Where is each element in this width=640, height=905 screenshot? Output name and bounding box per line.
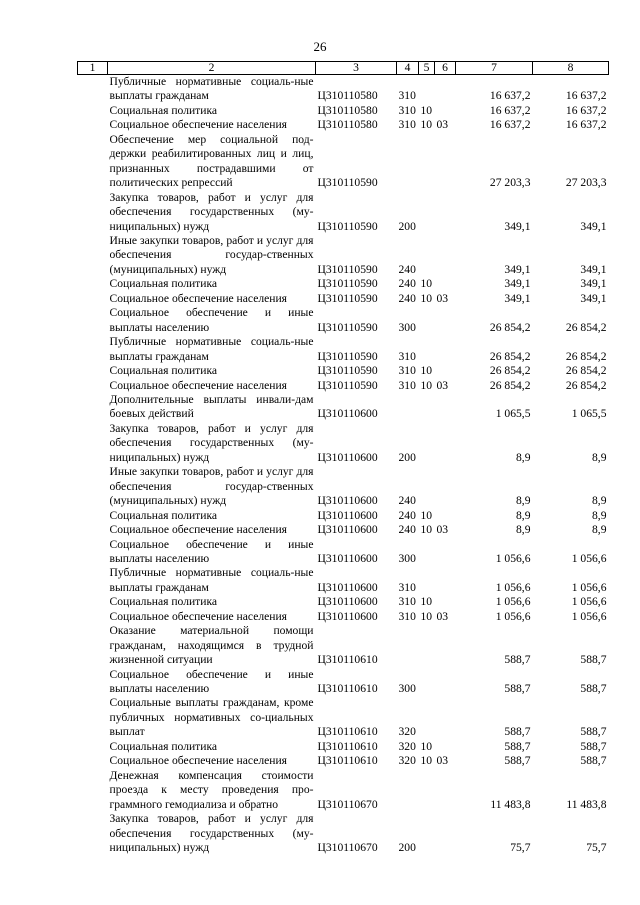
row-amount-col8: 11 483,8 xyxy=(566,797,607,811)
column-header-4: 4 xyxy=(397,62,419,75)
row-name: Социальная политика xyxy=(109,739,218,753)
table-row xyxy=(78,306,609,335)
row-expense-type: 310 xyxy=(398,349,416,363)
row-target-code: Ц310110590 xyxy=(317,291,378,305)
row-subsection: 03 xyxy=(436,291,449,305)
row-target-code: Ц310110600 xyxy=(317,609,378,623)
cell-col1 xyxy=(78,292,108,306)
cell-col1 xyxy=(78,595,108,609)
cell-col1 xyxy=(78,75,108,104)
row-section: 10 xyxy=(420,118,433,132)
table-row xyxy=(78,538,609,567)
row-section: 10 xyxy=(420,103,433,117)
row-section: 10 xyxy=(420,364,433,378)
row-subsection: 03 xyxy=(436,523,449,537)
row-amount-col7: 349,1 xyxy=(504,219,531,233)
row-subsection xyxy=(435,696,456,739)
row-amount-col8: 1 056,6 xyxy=(571,609,607,623)
row-name: Оказание материальной помощи гражданам, находящимся в трудной жизненной ситуации xyxy=(109,624,314,667)
row-amount-col7: 8,9 xyxy=(516,494,531,508)
row-target-code: Ц310110580 xyxy=(317,118,378,132)
row-subsection xyxy=(435,566,456,595)
row-subsection xyxy=(435,422,456,465)
table-row xyxy=(78,668,609,697)
row-expense-type: 310 xyxy=(398,103,416,117)
row-amount-col8: 8,9 xyxy=(592,494,607,508)
row-amount-col7: 588,7 xyxy=(504,739,531,753)
row-subsection xyxy=(435,104,456,118)
row-name: Социальное обеспечение населения xyxy=(109,523,288,537)
row-subsection xyxy=(435,277,456,291)
row-amount-col8: 1 056,6 xyxy=(571,580,607,594)
row-subsection xyxy=(435,465,456,508)
table-row xyxy=(78,234,609,277)
row-expense-type: 240 xyxy=(398,494,416,508)
table-row xyxy=(78,379,609,393)
cell-col1 xyxy=(78,610,108,624)
row-section xyxy=(419,538,435,567)
row-name: Социальное обеспечение населения xyxy=(109,609,288,623)
row-subsection xyxy=(435,812,456,855)
row-subsection xyxy=(435,740,456,754)
row-amount-col8: 27 203,3 xyxy=(565,176,607,190)
cell-col1 xyxy=(78,523,108,537)
table-row xyxy=(78,393,609,422)
row-expense-type xyxy=(397,133,419,191)
row-expense-type xyxy=(397,769,419,812)
row-amount-col8: 349,1 xyxy=(580,277,607,291)
row-subsection xyxy=(435,133,456,191)
row-amount-col7: 8,9 xyxy=(516,508,531,522)
table-row xyxy=(78,740,609,754)
row-target-code: Ц310110610 xyxy=(317,725,378,739)
row-expense-type: 300 xyxy=(398,682,416,696)
row-amount-col8: 588,7 xyxy=(580,739,607,753)
row-amount-col8: 8,9 xyxy=(592,450,607,464)
row-section: 10 xyxy=(420,508,433,522)
row-name: Закупка товаров, работ и услуг для обеспечения государственных (му-ниципальных) нужд xyxy=(109,812,314,855)
cell-col1 xyxy=(78,277,108,291)
row-section xyxy=(419,75,435,104)
column-header-5: 5 xyxy=(419,62,435,75)
row-name: Закупка товаров, работ и услуг для обеспечения государственных (му-ниципальных) нужд xyxy=(109,190,314,233)
row-expense-type: 300 xyxy=(398,551,416,565)
row-expense-type: 200 xyxy=(398,841,416,855)
row-amount-col7: 26 854,2 xyxy=(489,320,531,334)
row-amount-col7: 1 056,6 xyxy=(495,551,531,565)
row-amount-col8: 8,9 xyxy=(592,523,607,537)
row-amount-col7: 26 854,2 xyxy=(489,349,531,363)
row-expense-type: 310 xyxy=(398,595,416,609)
row-subsection xyxy=(435,335,456,364)
row-amount-col8: 16 637,2 xyxy=(565,89,607,103)
row-subsection: 03 xyxy=(436,118,449,132)
table-row xyxy=(78,277,609,291)
row-amount-col7: 588,7 xyxy=(504,725,531,739)
table-row xyxy=(78,422,609,465)
row-expense-type: 200 xyxy=(398,219,416,233)
row-amount-col7: 8,9 xyxy=(516,450,531,464)
row-amount-col8: 26 854,2 xyxy=(565,364,607,378)
row-subsection xyxy=(435,234,456,277)
table-row xyxy=(78,624,609,667)
row-amount-col7: 1 065,5 xyxy=(495,407,531,421)
table-row xyxy=(78,118,609,132)
row-subsection: 03 xyxy=(436,378,449,392)
row-expense-type: 240 xyxy=(398,523,416,537)
row-expense-type: 300 xyxy=(398,320,416,334)
row-section xyxy=(419,133,435,191)
row-subsection xyxy=(435,509,456,523)
row-amount-col7: 1 056,6 xyxy=(495,580,531,594)
table-row xyxy=(78,566,609,595)
row-amount-col8: 588,7 xyxy=(580,754,607,768)
row-target-code: Ц310110670 xyxy=(317,841,378,855)
row-expense-type: 320 xyxy=(398,754,416,768)
row-name: Публичные нормативные социаль-ные выплаты гражданам xyxy=(109,75,314,103)
row-amount-col8: 349,1 xyxy=(580,219,607,233)
row-amount-col8: 26 854,2 xyxy=(565,349,607,363)
table-row xyxy=(78,509,609,523)
row-name: Социальное обеспечение населения xyxy=(109,754,288,768)
row-section xyxy=(419,812,435,855)
row-name: Публичные нормативные социаль-ные выплаты гражданам xyxy=(109,566,314,594)
row-target-code: Ц310110580 xyxy=(317,89,378,103)
row-expense-type xyxy=(397,624,419,667)
row-amount-col7: 349,1 xyxy=(504,277,531,291)
table-row xyxy=(78,364,609,378)
row-target-code: Ц310110590 xyxy=(317,378,378,392)
row-amount-col7: 1 056,6 xyxy=(495,609,531,623)
table-row xyxy=(78,292,609,306)
row-name: Социальные выплаты гражданам, кроме публичных нормативных со-циальных выплат xyxy=(109,696,314,739)
row-subsection xyxy=(435,191,456,234)
row-name: Социальное обеспечение и иные выплаты населению xyxy=(109,306,314,334)
row-amount-col8: 588,7 xyxy=(580,682,607,696)
table-header xyxy=(78,62,609,75)
row-target-code: Ц310110610 xyxy=(317,754,378,768)
cell-col1 xyxy=(78,133,108,191)
row-amount-col7: 349,1 xyxy=(504,291,531,305)
row-name: Обеспечение мер социальной под-держки реабилитированных лиц и лиц, признанных пострадавшими от политических репрессий xyxy=(109,132,314,190)
cell-col1 xyxy=(78,740,108,754)
row-section: 10 xyxy=(420,523,433,537)
row-subsection: 03 xyxy=(436,609,449,623)
row-expense-type: 310 xyxy=(398,118,416,132)
row-name: Иные закупки товаров, работ и услуг для обеспечения государ-ственных (муниципальных) нужд xyxy=(109,465,314,508)
table-row xyxy=(78,335,609,364)
row-subsection xyxy=(435,668,456,697)
row-amount-col8: 588,7 xyxy=(580,725,607,739)
row-amount-col8: 16 637,2 xyxy=(565,118,607,132)
cell-col1 xyxy=(78,566,108,595)
table-row xyxy=(78,104,609,118)
table-row xyxy=(78,523,609,537)
row-target-code: Ц310110600 xyxy=(317,407,378,421)
row-amount-col7: 1 056,6 xyxy=(495,595,531,609)
row-name: Социальная политика xyxy=(109,595,218,609)
row-amount-col8: 1 065,5 xyxy=(571,407,607,421)
row-target-code: Ц310110600 xyxy=(317,494,378,508)
row-target-code: Ц310110590 xyxy=(317,176,378,190)
row-target-code: Ц310110590 xyxy=(317,320,378,334)
row-expense-type: 310 xyxy=(398,580,416,594)
row-amount-col7: 27 203,3 xyxy=(489,176,531,190)
row-section xyxy=(419,191,435,234)
row-section xyxy=(419,696,435,739)
row-amount-col8: 8,9 xyxy=(592,508,607,522)
cell-col1 xyxy=(78,335,108,364)
table-row xyxy=(78,75,609,104)
column-header-6: 6 xyxy=(435,62,456,75)
row-target-code: Ц310110590 xyxy=(317,364,378,378)
table-row xyxy=(78,133,609,191)
row-amount-col7: 16 637,2 xyxy=(489,103,531,117)
row-name: Публичные нормативные социаль-ные выплаты гражданам xyxy=(109,335,314,363)
row-expense-type xyxy=(397,393,419,422)
row-subsection xyxy=(435,769,456,812)
row-section xyxy=(419,465,435,508)
row-expense-type: 240 xyxy=(398,508,416,522)
row-target-code: Ц310110590 xyxy=(317,277,378,291)
row-name: Денежная компенсация стоимости проезда к месту проведения про-граммного гемодиализа и обратно xyxy=(109,768,314,811)
row-amount-col7: 11 483,8 xyxy=(490,797,531,811)
row-amount-col8: 349,1 xyxy=(580,262,607,276)
table-row xyxy=(78,769,609,812)
row-amount-col8: 26 854,2 xyxy=(565,320,607,334)
row-subsection xyxy=(435,75,456,104)
row-target-code: Ц310110600 xyxy=(317,523,378,537)
row-name: Социальное обеспечение и иные выплаты населению xyxy=(109,537,314,565)
row-expense-type: 320 xyxy=(398,725,416,739)
row-amount-col8: 1 056,6 xyxy=(571,551,607,565)
row-expense-type: 310 xyxy=(398,89,416,103)
row-target-code: Ц310110600 xyxy=(317,450,378,464)
row-section xyxy=(419,668,435,697)
cell-col1 xyxy=(78,104,108,118)
row-name: Социальная политика xyxy=(109,364,218,378)
row-target-code: Ц310110600 xyxy=(317,595,378,609)
row-target-code: Ц310110600 xyxy=(317,551,378,565)
table-row xyxy=(78,812,609,855)
row-amount-col8: 1 056,6 xyxy=(571,595,607,609)
row-section xyxy=(419,393,435,422)
row-expense-type: 310 xyxy=(398,609,416,623)
row-name: Социальная политика xyxy=(109,277,218,291)
row-amount-col8: 26 854,2 xyxy=(565,378,607,392)
cell-col1 xyxy=(78,191,108,234)
row-expense-type: 240 xyxy=(398,277,416,291)
table-row xyxy=(78,696,609,739)
table-row xyxy=(78,610,609,624)
cell-col1 xyxy=(78,624,108,667)
row-amount-col8: 588,7 xyxy=(580,653,607,667)
cell-col1 xyxy=(78,509,108,523)
cell-col1 xyxy=(78,465,108,508)
row-target-code: Ц310110610 xyxy=(317,653,378,667)
cell-col1 xyxy=(78,364,108,378)
row-name: Социальная политика xyxy=(109,508,218,522)
row-section xyxy=(419,422,435,465)
row-target-code: Ц310110590 xyxy=(317,262,378,276)
cell-col1 xyxy=(78,379,108,393)
table-body xyxy=(78,75,609,856)
row-section xyxy=(419,306,435,335)
row-amount-col7: 349,1 xyxy=(504,262,531,276)
row-amount-col7: 16 637,2 xyxy=(489,118,531,132)
row-section: 10 xyxy=(420,754,433,768)
table-row xyxy=(78,754,609,768)
row-amount-col7: 75,7 xyxy=(510,841,531,855)
row-section: 10 xyxy=(420,595,433,609)
table-row xyxy=(78,595,609,609)
row-amount-col7: 588,7 xyxy=(504,682,531,696)
row-target-code: Ц310110590 xyxy=(317,219,378,233)
row-subsection xyxy=(435,393,456,422)
row-name: Иные закупки товаров, работ и услуг для обеспечения государ-ственных (муниципальных) нужд xyxy=(109,233,314,276)
row-target-code: Ц310110670 xyxy=(317,797,378,811)
budget-table xyxy=(77,61,609,855)
row-expense-type: 240 xyxy=(398,291,416,305)
row-name: Социальная политика xyxy=(109,103,218,117)
row-subsection xyxy=(435,364,456,378)
row-section: 10 xyxy=(420,291,433,305)
cell-col1 xyxy=(78,422,108,465)
row-target-code: Ц310110610 xyxy=(317,682,378,696)
column-header-3: 3 xyxy=(316,62,397,75)
row-name: Социальное обеспечение населения xyxy=(109,378,288,392)
row-target-code: Ц310110610 xyxy=(317,739,378,753)
row-expense-type: 310 xyxy=(398,364,416,378)
cell-col1 xyxy=(78,393,108,422)
row-section: 10 xyxy=(420,739,433,753)
row-expense-type: 200 xyxy=(398,450,416,464)
row-target-code: Ц310110600 xyxy=(317,580,378,594)
column-header-2: 2 xyxy=(108,62,316,75)
row-name: Закупка товаров, работ и услуг для обеспечения государственных (му-ниципальных) нужд xyxy=(109,421,314,464)
row-amount-col7: 26 854,2 xyxy=(489,364,531,378)
cell-col1 xyxy=(78,306,108,335)
row-target-code: Ц310110590 xyxy=(317,349,378,363)
row-subsection xyxy=(435,306,456,335)
row-section xyxy=(419,566,435,595)
row-expense-type: 310 xyxy=(398,378,416,392)
row-section: 10 xyxy=(420,277,433,291)
cell-col1 xyxy=(78,812,108,855)
cell-col1 xyxy=(78,696,108,739)
row-amount-col7: 16 637,2 xyxy=(489,89,531,103)
row-amount-col7: 588,7 xyxy=(504,653,531,667)
row-section: 10 xyxy=(420,609,433,623)
row-amount-col7: 588,7 xyxy=(504,754,531,768)
row-amount-col7: 26 854,2 xyxy=(489,378,531,392)
row-section xyxy=(419,624,435,667)
row-subsection xyxy=(435,624,456,667)
row-name: Социальное обеспечение населения xyxy=(109,291,288,305)
row-amount-col8: 16 637,2 xyxy=(565,103,607,117)
row-subsection xyxy=(435,538,456,567)
row-target-code: Ц310110600 xyxy=(317,508,378,522)
row-subsection: 03 xyxy=(436,754,449,768)
row-section xyxy=(419,769,435,812)
cell-col1 xyxy=(78,118,108,132)
column-header-7: 7 xyxy=(456,62,533,75)
cell-col1 xyxy=(78,668,108,697)
row-amount-col7: 8,9 xyxy=(516,523,531,537)
row-amount-col8: 75,7 xyxy=(586,841,607,855)
row-section xyxy=(419,234,435,277)
column-header-8: 8 xyxy=(533,62,609,75)
row-amount-col8: 349,1 xyxy=(580,291,607,305)
row-expense-type: 320 xyxy=(398,739,416,753)
row-name: Социальное обеспечение и иные выплаты населению xyxy=(109,667,314,696)
row-section xyxy=(419,335,435,364)
row-section: 10 xyxy=(420,378,433,392)
page-number: 26 xyxy=(313,39,327,54)
table-row xyxy=(78,465,609,508)
cell-col1 xyxy=(78,234,108,277)
cell-col1 xyxy=(78,769,108,812)
table-row xyxy=(78,191,609,234)
cell-col1 xyxy=(78,754,108,768)
row-expense-type: 240 xyxy=(398,262,416,276)
row-subsection xyxy=(435,595,456,609)
row-name: Дополнительные выплаты инвали-дам боевых действий xyxy=(109,392,314,421)
cell-col1 xyxy=(78,538,108,567)
row-target-code: Ц310110580 xyxy=(317,103,378,117)
row-name: Социальное обеспечение населения xyxy=(109,118,288,132)
column-header-1: 1 xyxy=(78,62,108,75)
